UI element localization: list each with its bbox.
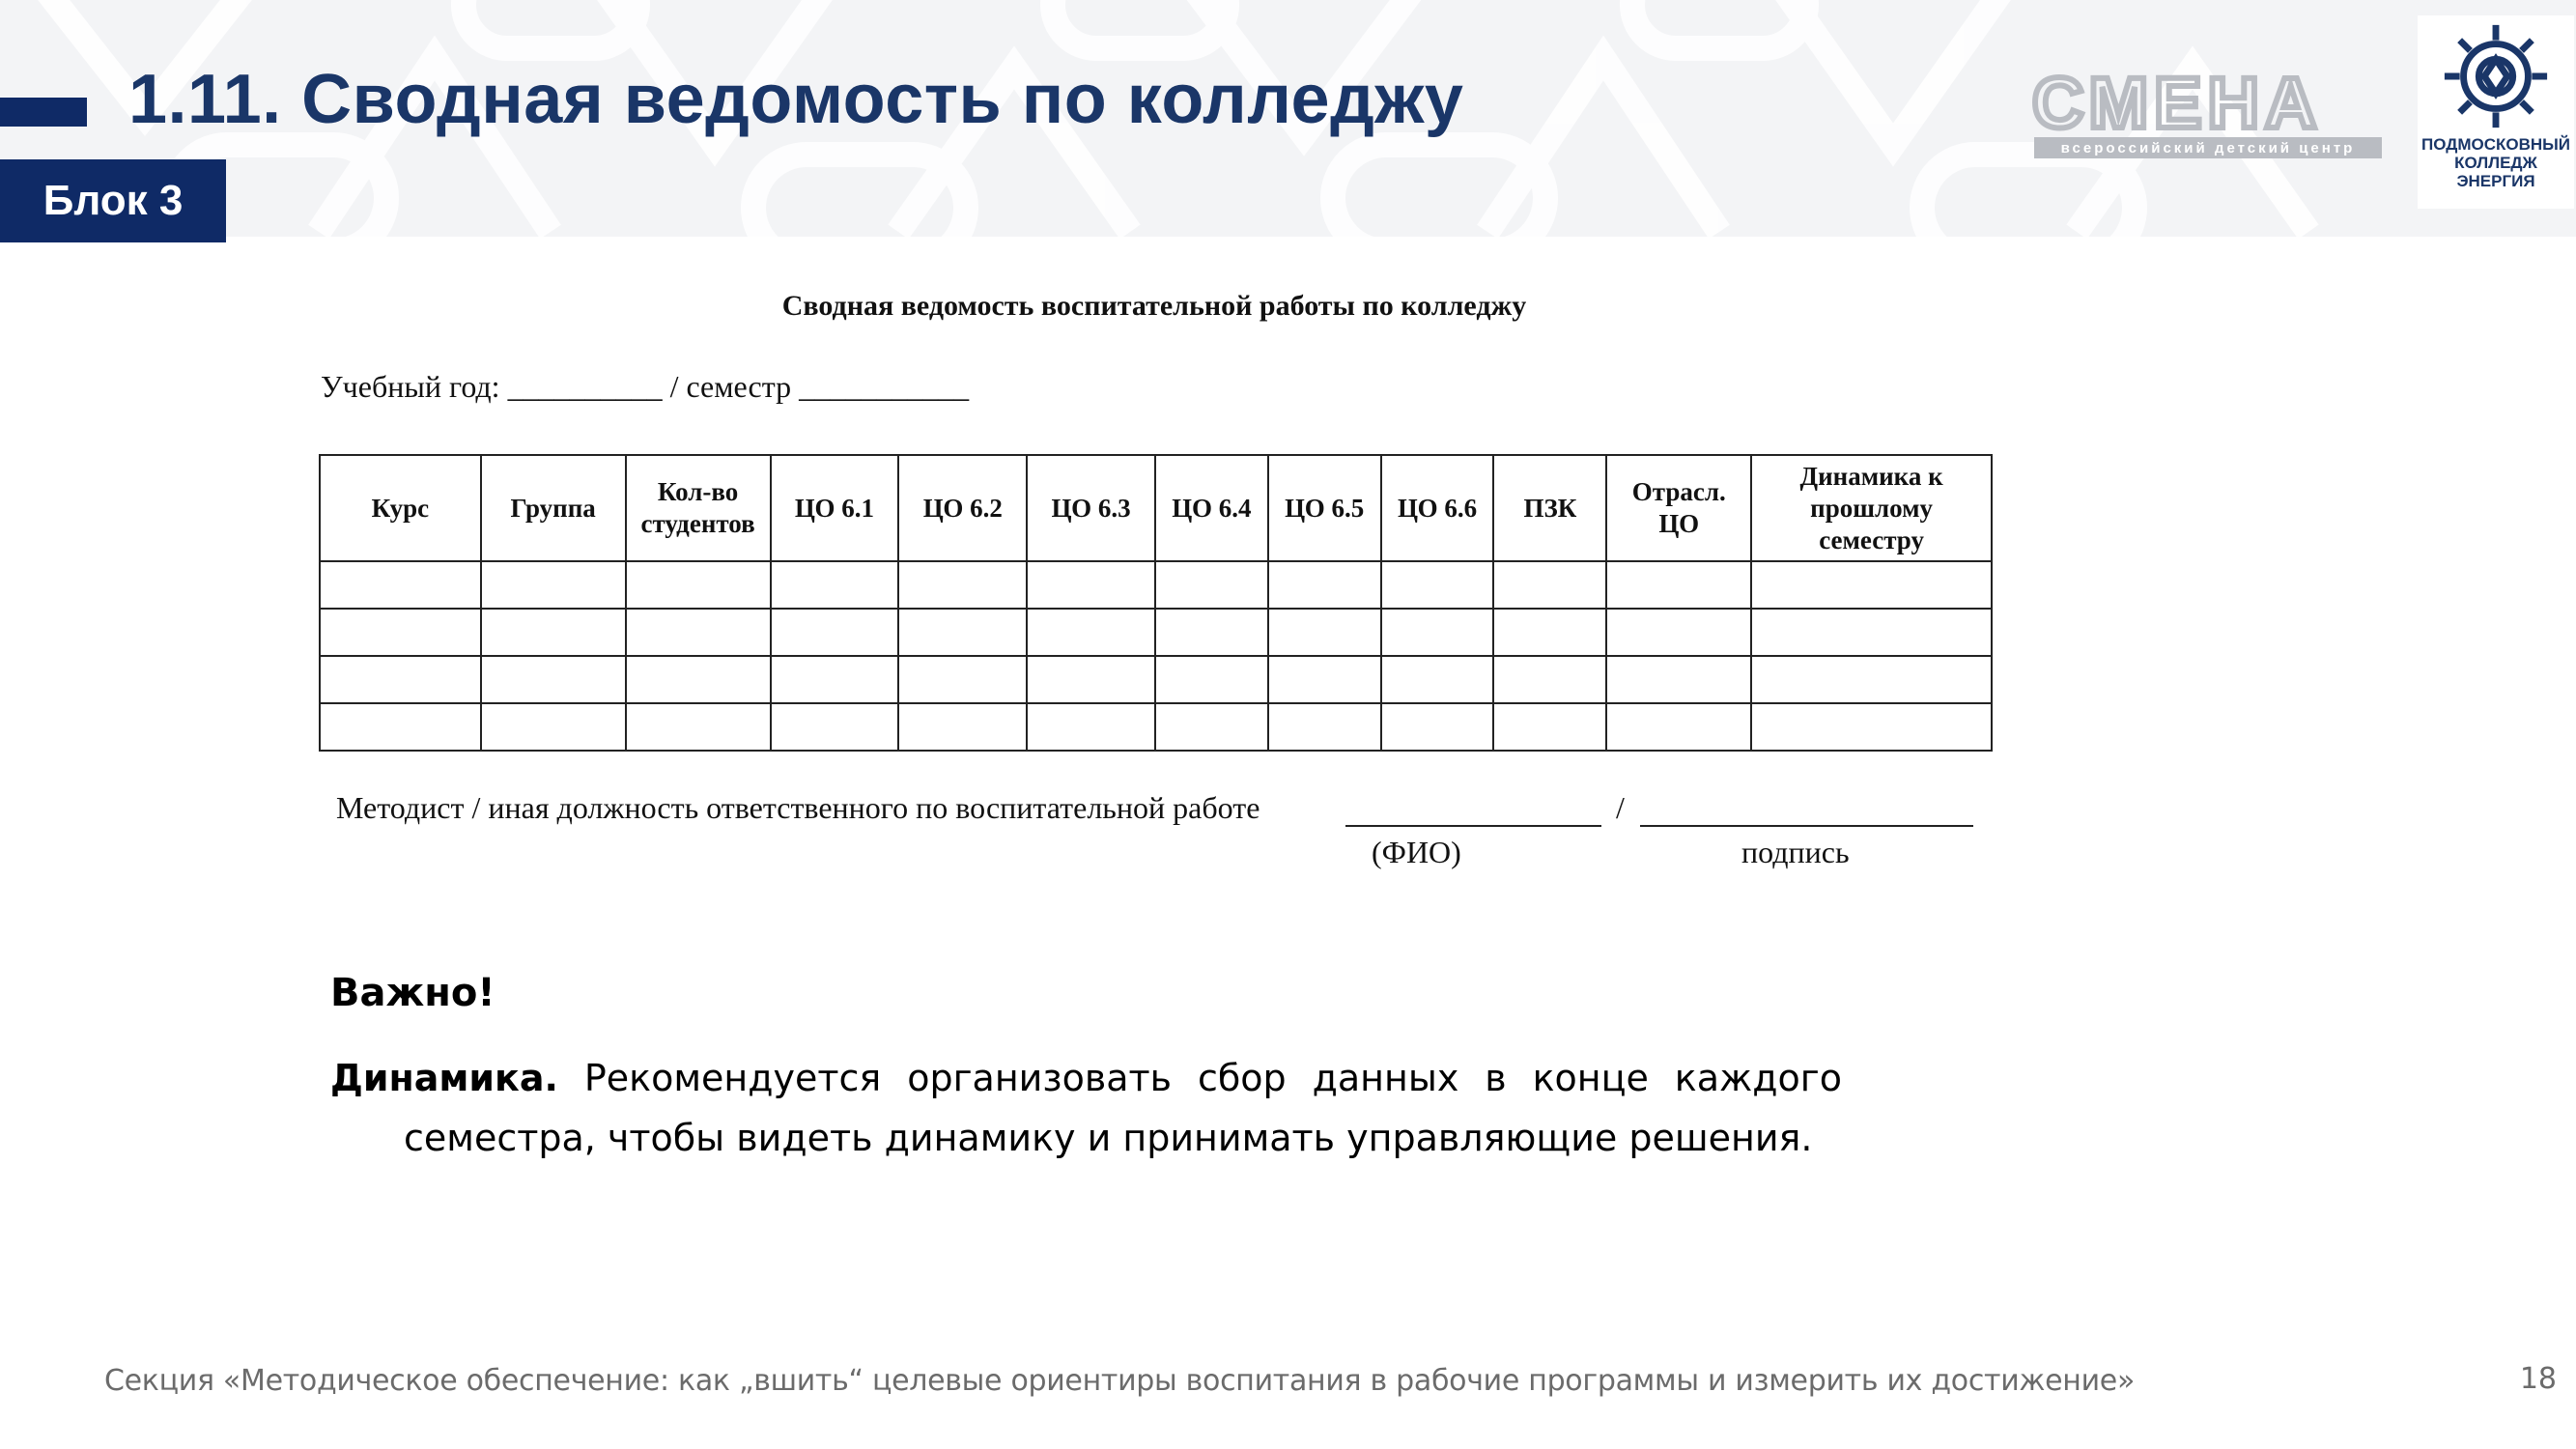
column-header (1606, 455, 1751, 561)
table-cell (1606, 703, 1751, 751)
table-cell (626, 561, 771, 609)
table-cell (1268, 561, 1381, 609)
separator-slash: / (1616, 790, 1625, 825)
table-cell (1381, 703, 1494, 751)
table-cell (898, 609, 1027, 656)
column-header (626, 455, 771, 561)
table-cell (771, 703, 899, 751)
table-cell (1268, 609, 1381, 656)
column-header (1268, 455, 1381, 561)
column-header (320, 455, 481, 561)
table-cell (1493, 561, 1606, 609)
column-header (1381, 455, 1494, 561)
report-form-image (319, 280, 1999, 879)
column-header (1493, 455, 1606, 561)
column-header-line: ЦО (1658, 509, 1700, 538)
column-header-line: ЦО 6.2 (922, 493, 1003, 523)
block-badge: Блок 3 (0, 159, 226, 242)
table-cell (771, 656, 899, 703)
table-cell (1606, 609, 1751, 656)
table-cell (1751, 656, 1992, 703)
svg-text:СМЕНА: СМЕНА (2032, 68, 2323, 137)
table-cell (1155, 609, 1268, 656)
column-header (1751, 455, 1992, 561)
column-header-line: Динамика к (1799, 461, 1943, 491)
responsible-role-label: Методист / иная должность ответственного по воспитательной работе (336, 790, 1260, 825)
column-header (1027, 455, 1155, 561)
table-cell (626, 609, 771, 656)
smena-wordmark (2028, 68, 2386, 137)
summary-table (319, 454, 1993, 752)
fio-blank-line (1345, 825, 1601, 827)
page-number: 18 (2519, 1362, 2557, 1396)
form-title: Сводная ведомость воспитательной работы по колледжу (781, 290, 1527, 322)
table-cell (481, 656, 626, 703)
table-cell (1493, 656, 1606, 703)
table-cell (626, 703, 771, 751)
table-cell (1027, 609, 1155, 656)
table-cell (481, 703, 626, 751)
college-logo (2418, 15, 2574, 209)
table-cell (1155, 703, 1268, 751)
column-header-line: ЦО 6.3 (1051, 493, 1131, 523)
college-name (2418, 135, 2574, 190)
table-cell (771, 561, 899, 609)
column-header-line: ЦО 6.6 (1397, 493, 1478, 523)
table-cell (1606, 656, 1751, 703)
important-heading: Важно! (330, 971, 495, 1015)
signature-blank-line (1640, 825, 1973, 827)
column-header-line: ЦО 6.4 (1172, 493, 1252, 523)
title-accent-bar (0, 98, 87, 127)
table-cell (1027, 703, 1155, 751)
smena-logo (2028, 68, 2386, 164)
column-header-line: ПЗК (1523, 493, 1577, 523)
table-cell (1027, 561, 1155, 609)
academic-year-line: Учебный год: __________ / семестр ___________ (321, 369, 970, 404)
signature-caption: подпись (1741, 835, 1850, 869)
column-header-line: ЦО 6.5 (1285, 493, 1365, 523)
table-cell (771, 609, 899, 656)
signature-block (336, 790, 2007, 877)
table-cell (1493, 609, 1606, 656)
note-text: Рекомендуется организовать сбор данных в конце каждого семестра, чтобы видеть динамику и принимать управляющие решения. (404, 1057, 1842, 1159)
table-row (320, 703, 1992, 751)
column-header (1155, 455, 1268, 561)
table-cell (1381, 656, 1494, 703)
table-cell (1751, 609, 1992, 656)
column-header-line: Курс (371, 493, 430, 523)
gear-emblem-icon (2439, 19, 2553, 133)
table-cell (320, 561, 481, 609)
table-cell (481, 609, 626, 656)
table-cell (898, 561, 1027, 609)
table-cell (626, 656, 771, 703)
column-header-line: семестру (1819, 525, 1924, 554)
table-cell (1268, 656, 1381, 703)
table-cell (320, 609, 481, 656)
column-header-line: Кол-во (657, 477, 739, 506)
table-row (320, 561, 1992, 609)
college-name-line: ЭНЕРГИЯ (2456, 172, 2535, 190)
column-header-line: прошлому (1810, 493, 1934, 523)
note-lead: Динамика. (330, 1057, 558, 1099)
table-cell (898, 656, 1027, 703)
fio-caption: (ФИО) (1372, 835, 1461, 869)
page-title: 1.11. Сводная ведомость по колледжу (128, 61, 1464, 138)
column-header-line: ЦО 6.1 (794, 493, 875, 523)
smena-tagline: всероссийский детский центр (2034, 137, 2382, 158)
table-cell (1751, 561, 1992, 609)
footer-section-title: Секция «Методическое обеспечение: как „вшить“ целевые ориентиры воспитания в рабочие программы и измерить их достижение» (104, 1364, 2135, 1398)
table-body (320, 561, 1992, 751)
table-cell (1155, 656, 1268, 703)
table-header-row (320, 455, 1992, 561)
college-name-line: КОЛЛЕДЖ (2454, 154, 2537, 172)
table-cell (1751, 703, 1992, 751)
column-header (771, 455, 899, 561)
table-cell (1381, 609, 1494, 656)
column-header-line: Группа (510, 493, 596, 523)
table-cell (1155, 561, 1268, 609)
college-name-line: ПОДМОСКОВНЫЙ (2420, 135, 2570, 154)
table-cell (898, 703, 1027, 751)
table-cell (1268, 703, 1381, 751)
important-note (330, 1048, 1842, 1168)
table-row (320, 656, 1992, 703)
table-cell (1493, 703, 1606, 751)
table-cell (1027, 656, 1155, 703)
table-cell (1381, 561, 1494, 609)
column-header-line: студентов (640, 509, 755, 538)
column-header-line: Отрасл. (1631, 477, 1726, 506)
table-cell (320, 703, 481, 751)
column-header (481, 455, 626, 561)
table-cell (481, 561, 626, 609)
table-cell (320, 656, 481, 703)
table-cell (1606, 561, 1751, 609)
column-header (898, 455, 1027, 561)
table-row (320, 609, 1992, 656)
